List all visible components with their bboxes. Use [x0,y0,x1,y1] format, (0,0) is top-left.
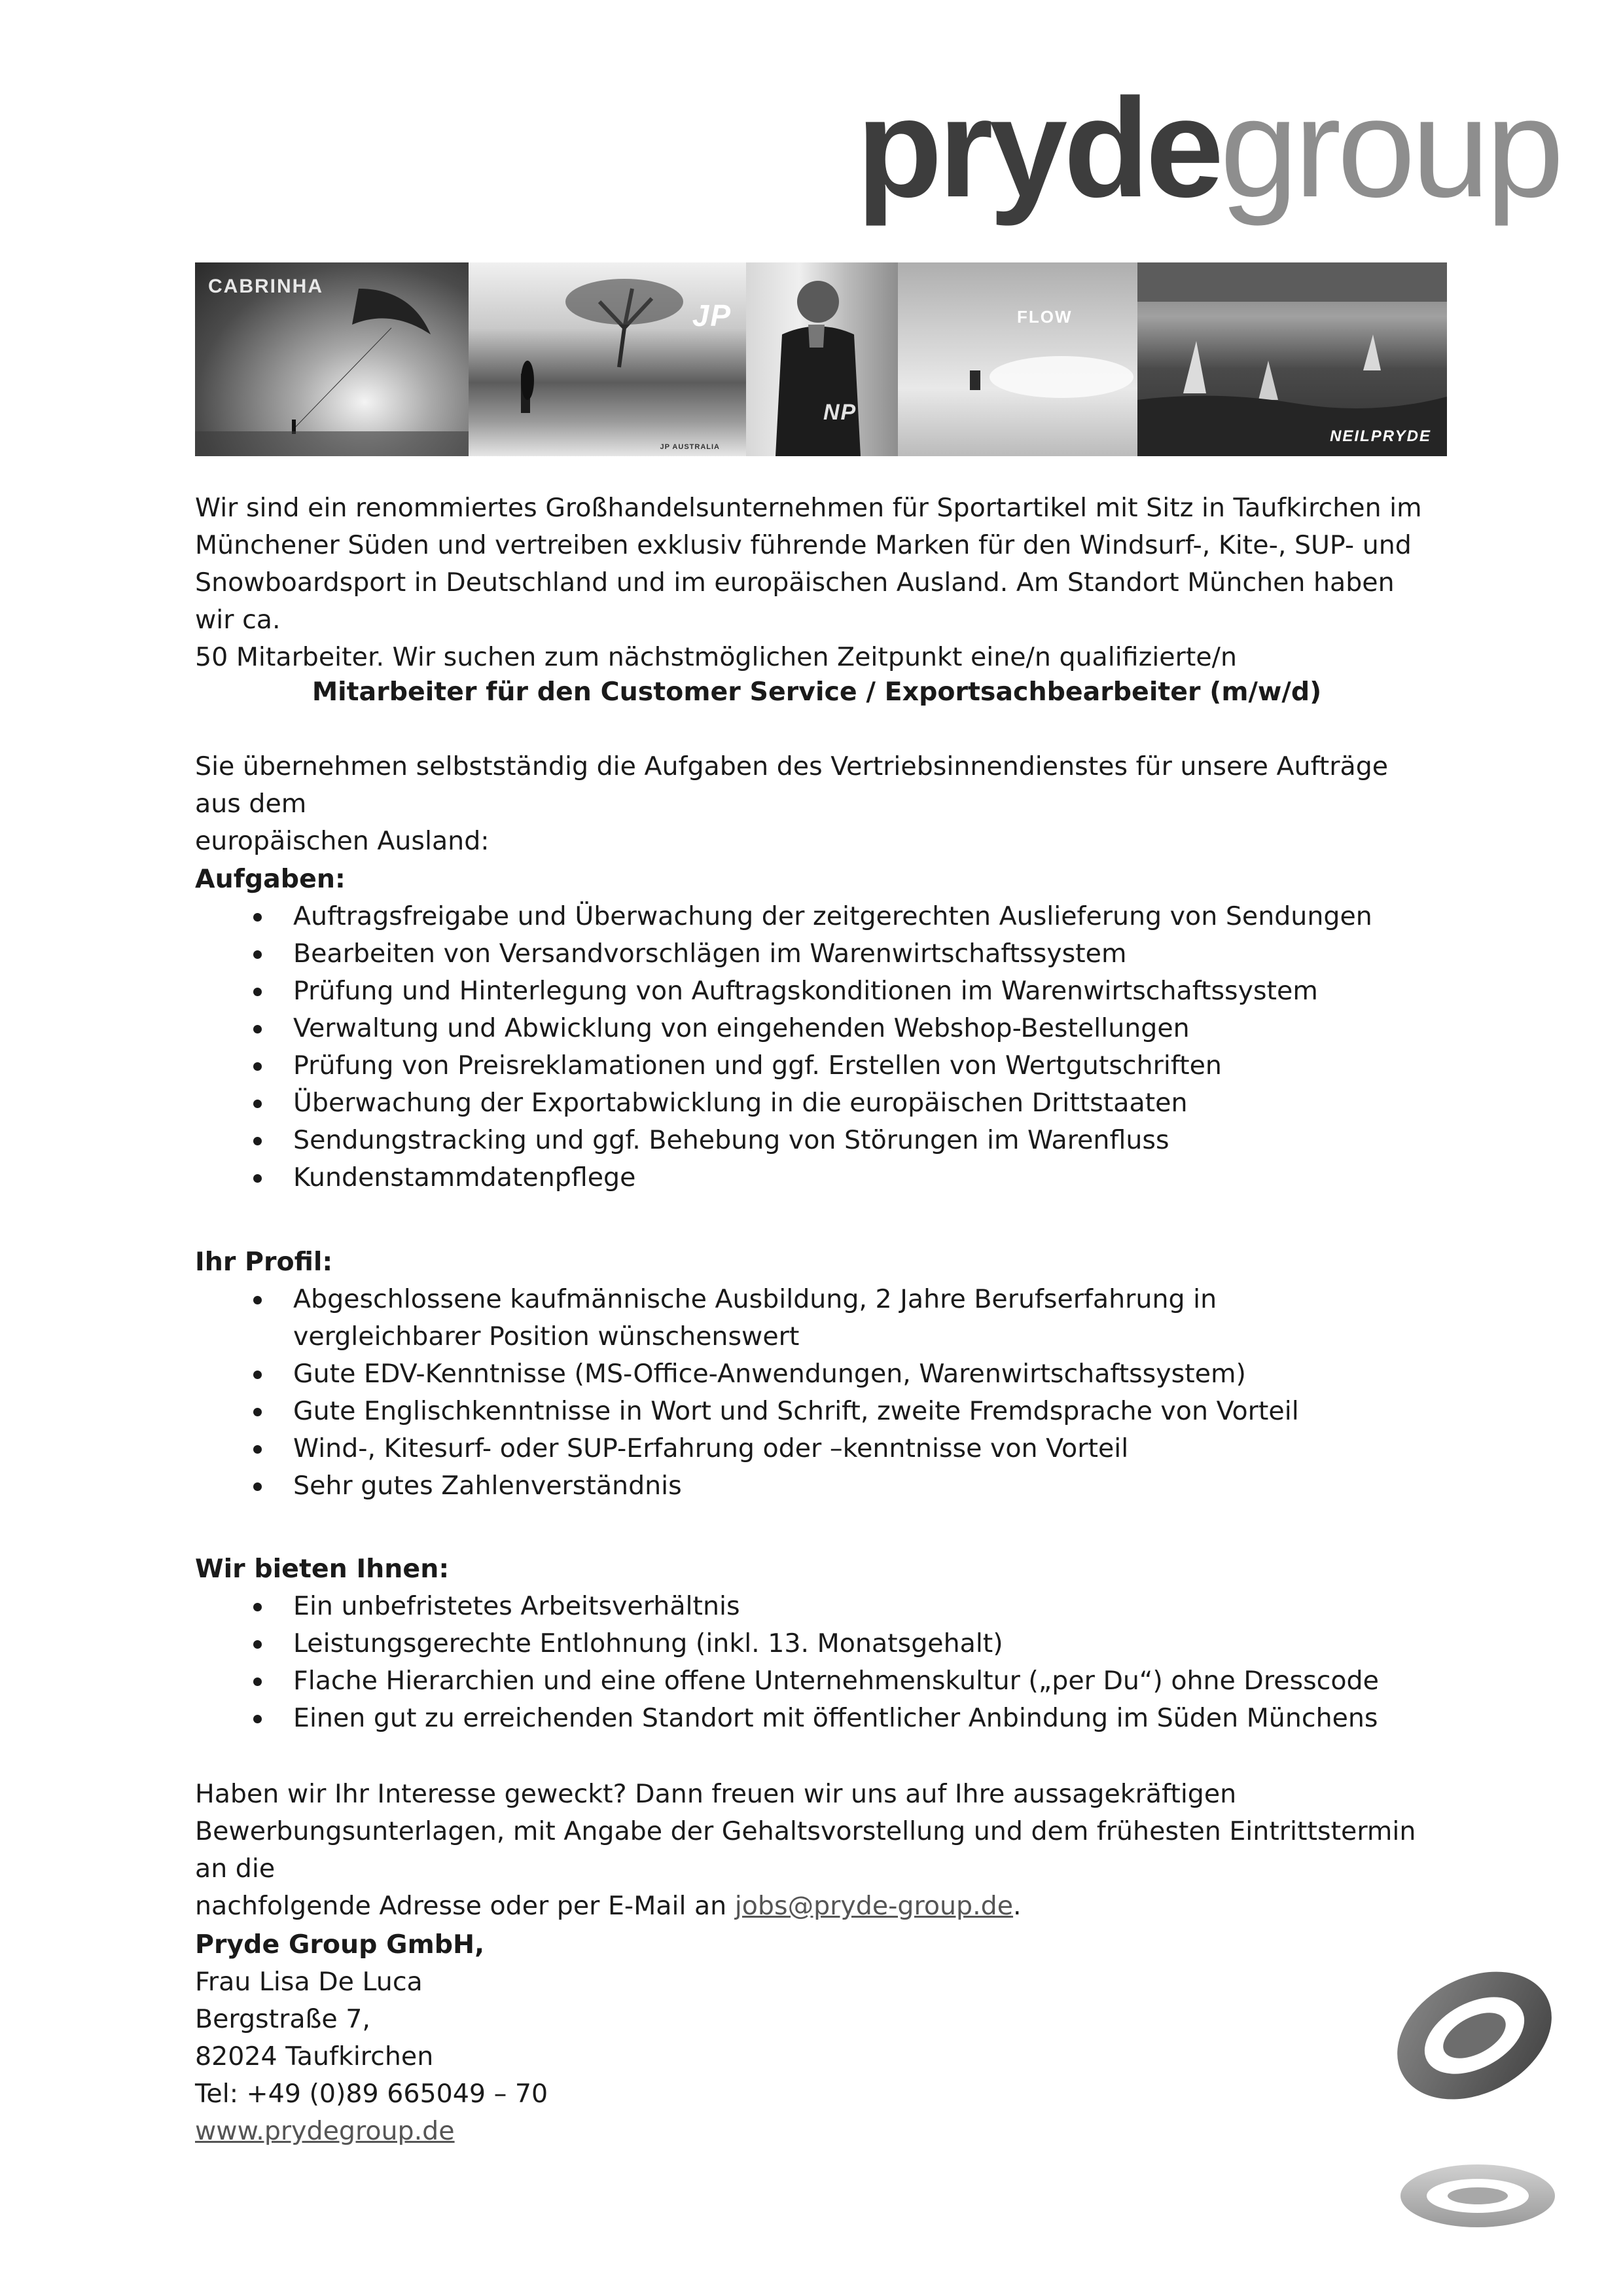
intro-line: Snowboardsport in Deutschland und im europäischen Ausland. Am Standort München haben wir ca. [195,567,1395,635]
city-address: 82024 Taufkirchen [195,2041,434,2072]
lead-paragraph [195,748,1438,860]
closing-paragraph [195,1776,1438,1925]
website-link[interactable]: www.prydegroup.de [195,2116,455,2146]
offer-section [195,1551,1438,1737]
intro-paragraph [195,490,1438,676]
brand-label: JP [692,298,732,332]
profile-heading: Ihr Profil: [195,1247,333,1277]
list-item: Einen gut zu erreichenden Standort mit öffentlicher Anbindung im Süden Münchens [195,1700,1438,1737]
intro-line: Münchener Süden und vertreiben exklusiv führende Marken für den Windsurf-, Kite-, SUP- und [195,530,1412,560]
list-item: Prüfung und Hinterlegung von Auftragskonditionen im Warenwirtschaftssystem [195,973,1438,1010]
list-item: Prüfung von Preisreklamationen und ggf. Erstellen von Wertgutschriften [195,1047,1438,1085]
brand-caption: JP AUSTRALIA [660,443,720,451]
banner-photo-windsurf [1137,262,1447,456]
closing-period: . [1013,1891,1022,1921]
snow-spray-illustration [898,262,1137,456]
contact-block [195,1926,1438,2150]
brand-label: FLOW [1017,307,1073,327]
street-address: Bergstraße 7, [195,2004,370,2034]
profile-list [195,1281,1438,1505]
list-item: Verwaltung und Abwicklung von eingehenden Webshop-Bestellungen [195,1010,1438,1047]
tasks-section [195,861,1438,1196]
closing-line: Bewerbungsunterlagen, mit Angabe der Gehaltsvorstellung und dem frühesten Eintrittstermin an die [195,1816,1416,1884]
closing-line: Haben wir Ihr Interesse geweckt? Dann freuen wir uns auf Ihre aussagekräftigen [195,1779,1237,1809]
logo-text-bold: pryde [856,69,1221,226]
contact-person: Frau Lisa De Luca [195,1967,423,1997]
banner-photo-surf [469,262,746,456]
person-illustration [746,262,898,456]
closing-line-text: nachfolgende Adresse oder per E-Mail an [195,1891,735,1921]
kite-illustration [195,262,469,456]
intro-line: 50 Mitarbeiter. Wir suchen zum nächstmöglichen Zeitpunkt eine/n qualifizierte/n [195,642,1237,672]
tasks-list [195,898,1438,1196]
offer-heading: Wir bieten Ihnen: [195,1554,450,1584]
offer-list [195,1588,1438,1737]
banner-photo-snowboard [898,262,1137,456]
company-name: Pryde Group GmbH, [195,1929,485,1960]
list-item: Sendungstracking und ggf. Behebung von Störungen im Warenfluss [195,1122,1438,1159]
brand-label: CABRINHA [208,276,323,297]
phone-number: Tel: +49 (0)89 665049 – 70 [195,2079,548,2109]
intro-line: Wir sind ein renommiertes Großhandelsunternehmen für Sportartikel mit Sitz in Taufkirchen im [195,493,1422,523]
job-title: Mitarbeiter für den Customer Service / Exportsachbearbeiter (m/w/d) [312,677,1322,707]
list-item: Flache Hierarchien und eine offene Unternehmenskultur („per Du“) ohne Dresscode [195,1662,1438,1700]
banner-photo-kitesurf [195,262,469,456]
brand-label: NEILPRYDE [1330,427,1431,445]
decorative-ring-emblem [1386,1954,1563,2242]
list-item: Auftragsfreigabe und Überwachung der zeitgerechten Auslieferung von Sendungen [195,898,1438,935]
lead-line: europäischen Ausland: [195,826,490,856]
tree-illustration [469,262,746,456]
list-item: Kundenstammdatenpflege [195,1159,1438,1196]
list-item: Gute EDV-Kenntnisse (MS-Office-Anwendungen, Warenwirtschaftssystem) [195,1355,1438,1393]
lead-line: Sie übernehmen selbstständig die Aufgaben des Vertriebsinnendienstes für unsere Aufträge aus dem [195,751,1389,819]
brand-label: NP [823,400,857,425]
list-item: Sehr gutes Zahlenverständnis [195,1467,1438,1505]
list-item: Ein unbefristetes Arbeitsverhältnis [195,1588,1438,1625]
brand-banner [195,262,1447,456]
profile-section [195,1244,1438,1505]
list-item: Bearbeiten von Versandvorschlägen im Warenwirtschaftssystem [195,935,1438,973]
banner-photo-wetsuit [746,262,898,456]
list-item: Abgeschlossene kaufmännische Ausbildung, 2 Jahre Berufserfahrung in vergleichbarer Position wünschenswert [195,1281,1340,1355]
list-item: Gute Englischkenntnisse in Wort und Schrift, zweite Fremdsprache von Vorteil [195,1393,1438,1430]
tasks-heading: Aufgaben: [195,864,346,894]
company-logo [856,69,1560,226]
logo-text-light: group [1220,69,1560,226]
list-item: Überwachung der Exportabwicklung in die europäischen Drittstaaten [195,1085,1438,1122]
list-item: Leistungsgerechte Entlohnung (inkl. 13. Monatsgehalt) [195,1625,1438,1662]
closing-line [195,1888,1438,1925]
email-link[interactable]: jobs@pryde-group.de [734,1891,1014,1921]
list-item: Wind-, Kitesurf- oder SUP-Erfahrung oder –kenntnisse von Vorteil [195,1430,1438,1467]
